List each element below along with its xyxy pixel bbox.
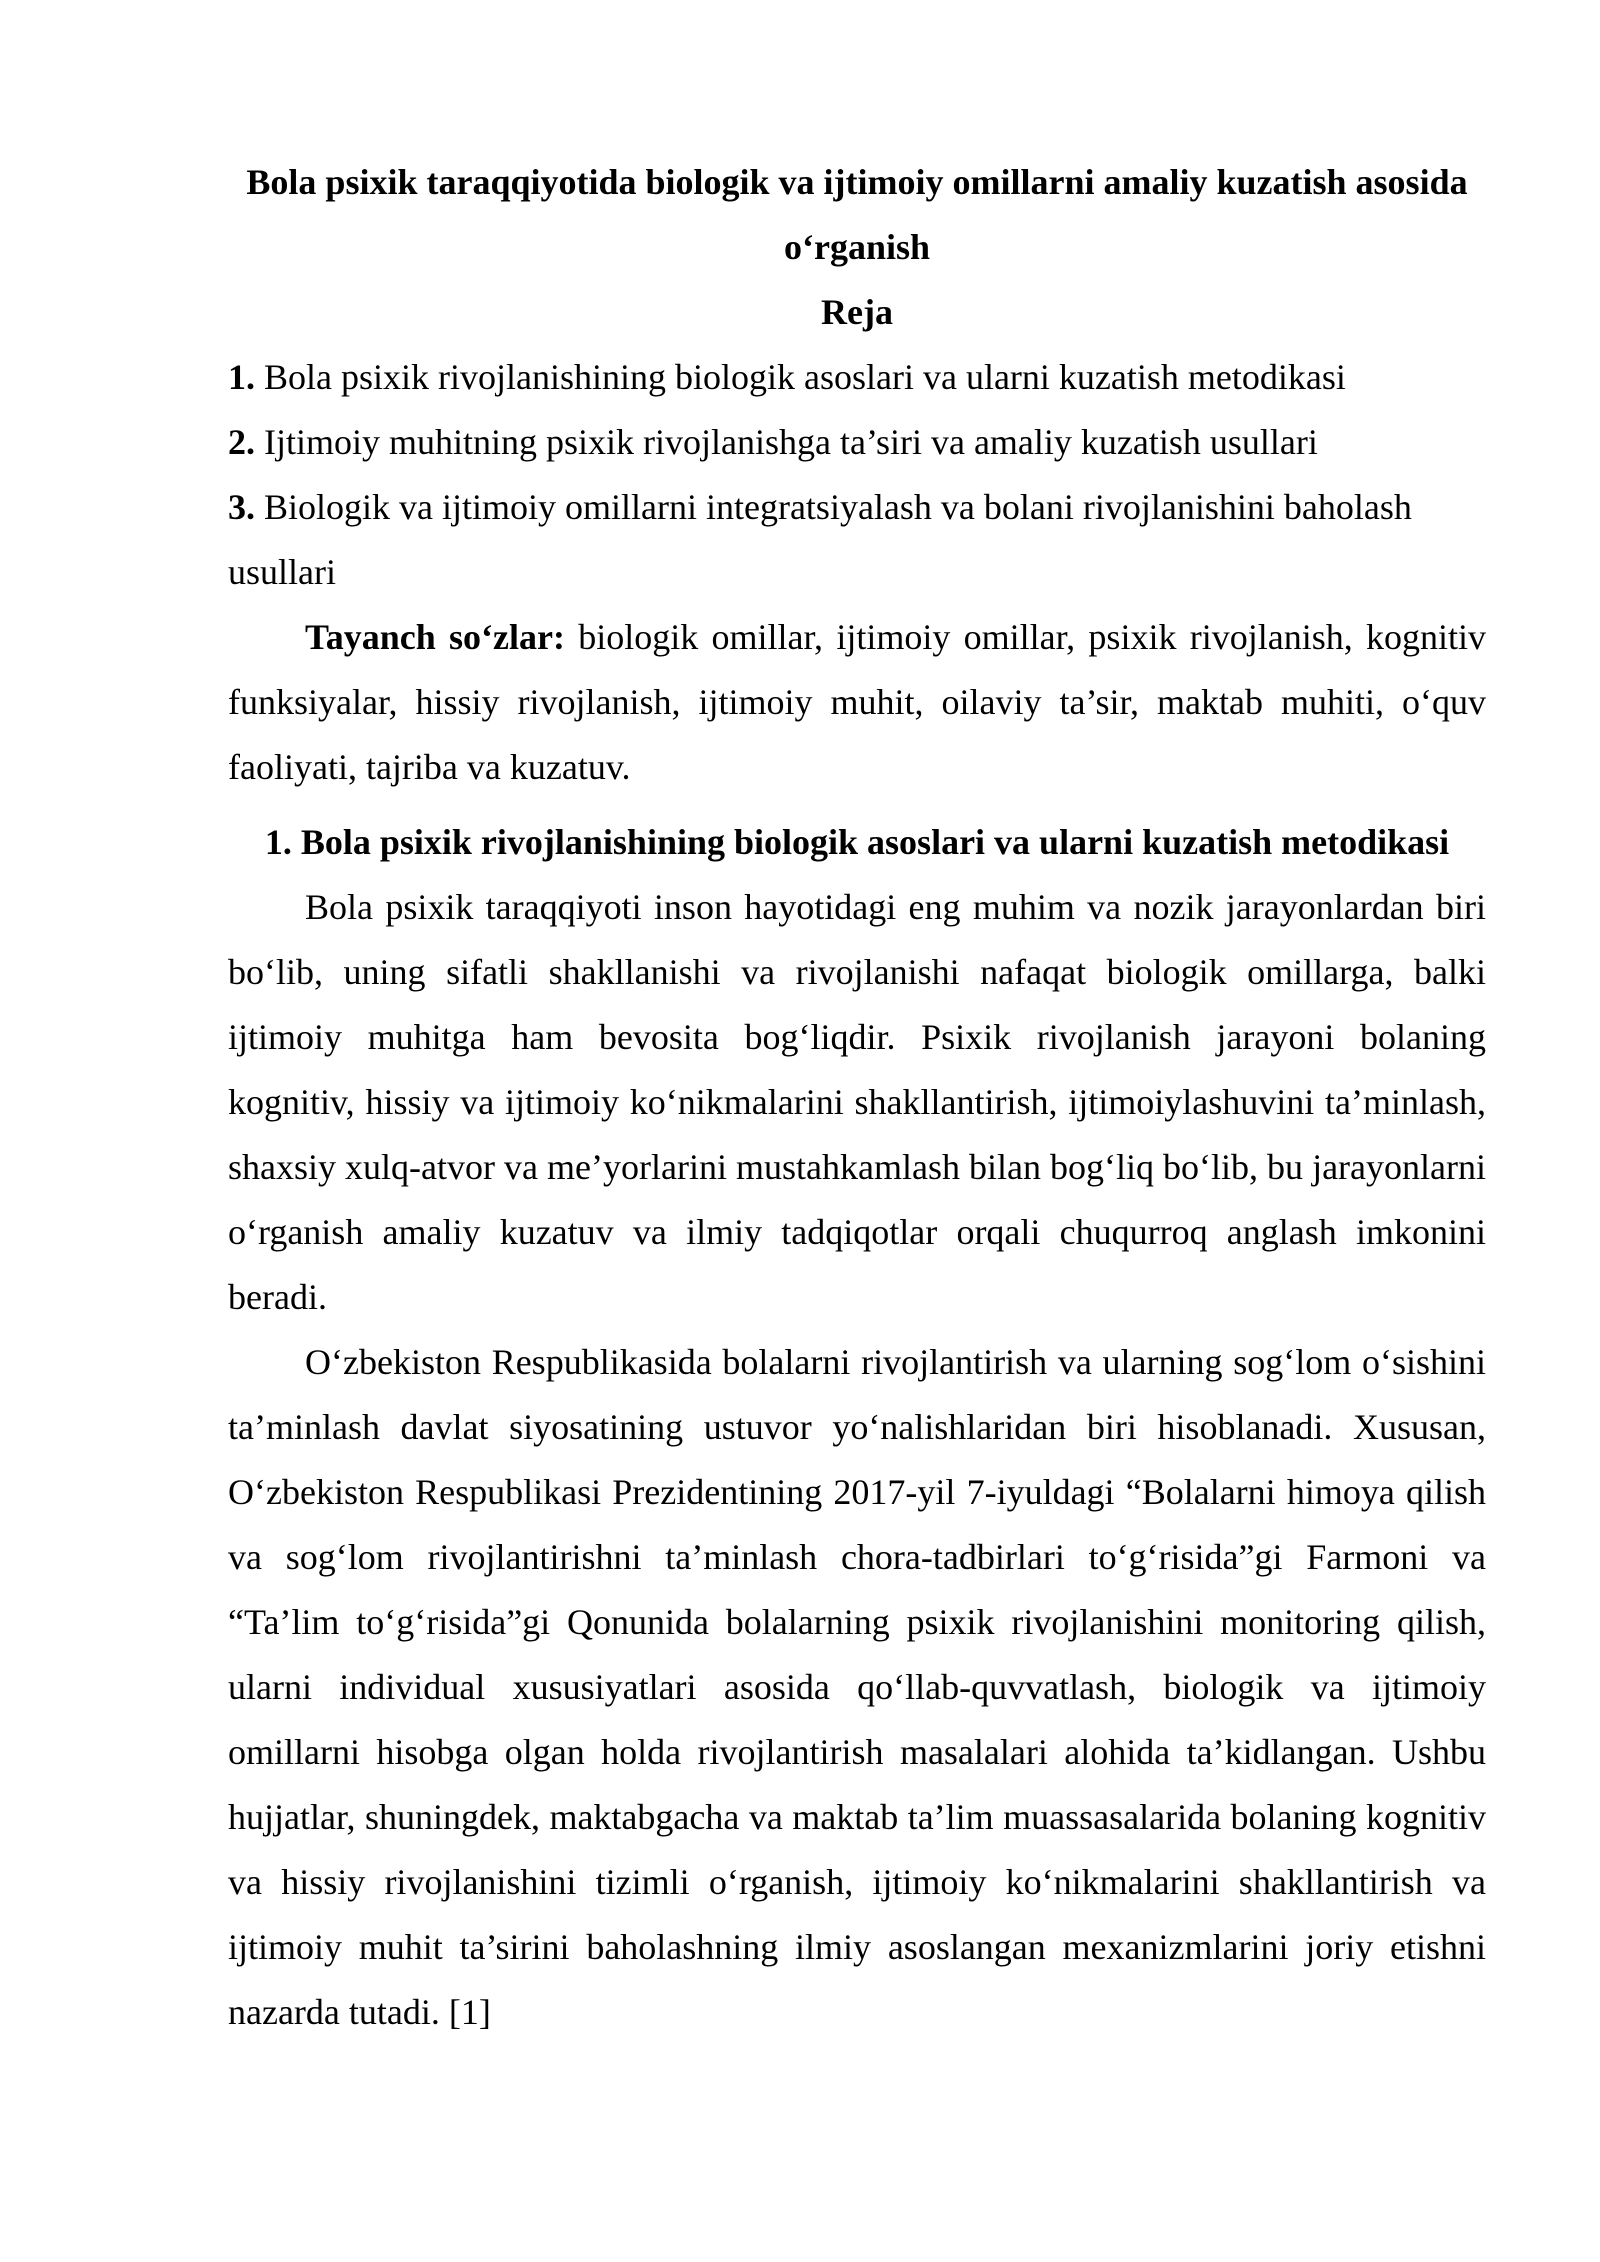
body-paragraph-1: Bola psixik taraqqiyoti inson hayotidagi eng muhim va nozik jarayonlardan biri bo‘lib, uning sifatli shakllanishi va rivojlanishi nafaqat biologik omillarga, balki ijtimoiy muhitga ham bevosita bog‘liqdir. Psixik rivojlanish jarayoni bolaning kognitiv, hissiy va ijtimoiy ko‘nikmalarini shakllantirish, ijtimoiylashuvini ta’minlash, shaxsiy xulq-atvor va me’yorlarini mustahkamlash bilan bog‘liq bo‘lib, bu jarayonlarni o‘rganish amaliy kuzatuv va ilmiy tadqiqotlar orqali chuqurroq anglash imkonini beradi. (228, 887, 1486, 1317)
plan-item-1 (228, 345, 1486, 410)
document-title: Bola psixik taraqqiyotida biologik va ijtimoiy omillarni amaliy kuzatish asosida o‘rganish (246, 162, 1468, 267)
plan-item-2 (228, 410, 1486, 475)
plan-item-number: 1. (228, 357, 255, 397)
plan-item-text: Bola psixik rivojlanishining biologik asoslari va ularni kuzatish metodikasi (264, 357, 1346, 397)
body-paragraph-2: O‘zbekiston Respublikasida bolalarni rivojlantirish va ularning sog‘lom o‘sishini ta’minlash davlat siyosatining ustuvor yo‘nalishlaridan biri hisoblanadi. Xususan, O‘zbekiston Respublikasi Prezidentining 2017-yil 7-iyuldagi “Bolalarni himoya qilish va sog‘lom rivojlantirishni ta’minlash chora-tadbirlari to‘g‘risida”gi Farmoni va “Ta’lim to‘g‘risida”gi Qonunida bolalarning psixik rivojlanishini monitoring qilish, ularni individual xususiyatlari asosida qo‘llab-quvvatlash, biologik va ijtimoiy omillarni hisobga olgan holda rivojlantirish masalalari alohida ta’kidlangan. Ushbu hujjatlar, shuningdek, maktabgacha va maktab ta’lim muassasalarida bolaning kognitiv va hissiy rivojlanishini tizimli o‘rganish, ijtimoiy ko‘nikmalarini shakllantirish va ijtimoiy muhit ta’sirini baholashning ilmiy asoslangan mexanizmlarini joriy etishni nazarda tutadi. [1] (228, 1342, 1486, 2032)
keywords-paragraph (228, 605, 1486, 800)
plan-heading: Reja (821, 292, 893, 332)
keywords-label: Tayanch so‘zlar: (305, 617, 565, 657)
plan-item-number: 2. (228, 422, 255, 462)
plan-item-number: 3. (228, 487, 255, 527)
keywords-text: biologik omillar, ijtimoiy omillar, psixik rivojlanish, kognitiv funksiyalar, hissiy rivojlanish, ijtimoiy muhit, oilaviy ta’sir, maktab muhiti, o‘quv faoliyati, tajriba va kuzatuv. (228, 617, 1486, 787)
section-heading: 1. Bola psixik rivojlanishining biologik asoslari va ularni kuzatish metodikasi (264, 822, 1450, 862)
plan-item-3 (228, 475, 1486, 605)
plan-item-text: Biologik va ijtimoiy omillarni integratsiyalash va bolani rivojlanishini baholash usullari (228, 487, 1412, 592)
document-body (228, 150, 1486, 2045)
plan-item-text: Ijtimoiy muhitning psixik rivojlanishga ta’siri va amaliy kuzatish usullari (264, 422, 1318, 462)
